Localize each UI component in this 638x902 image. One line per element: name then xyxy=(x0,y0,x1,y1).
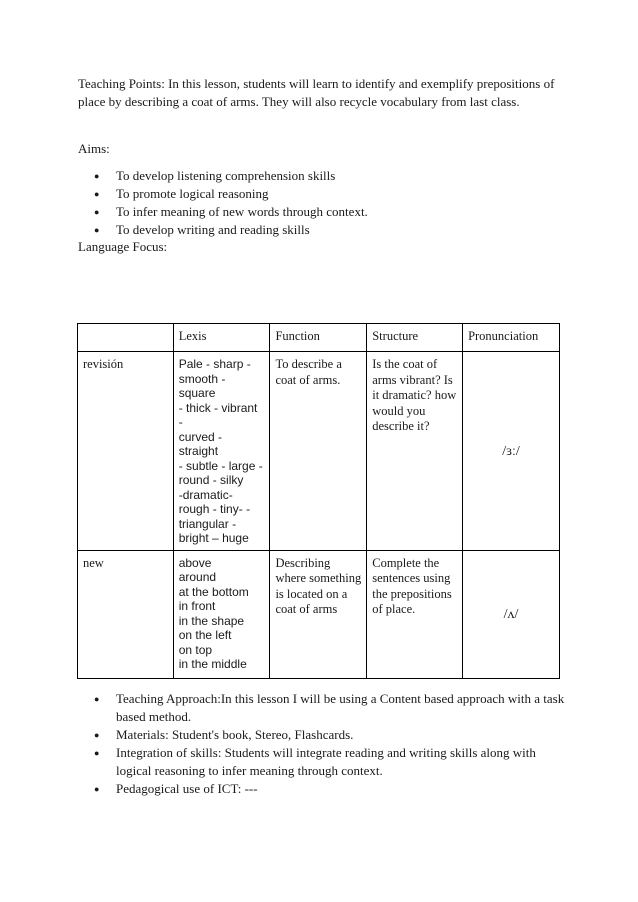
lexis-line: - subtle - large - xyxy=(178,458,263,473)
lesson-detail-item xyxy=(78,726,568,744)
bullet-icon: ● xyxy=(94,189,100,199)
function-cell: Describing where something is located on a coat of arms xyxy=(270,550,367,678)
lesson-detail-item xyxy=(78,780,568,798)
lesson-detail-text: Integration of skills: Students will integrate reading and writing skills along with logical reasoning to infer meaning through context. xyxy=(116,745,536,778)
row-label-cell: new xyxy=(78,550,174,678)
structure-cell: Complete the sentences using the prepositions of place. xyxy=(367,550,463,678)
lexis-line: on top xyxy=(178,642,213,657)
header-cell-pronunciation: Pronunciation xyxy=(463,324,560,352)
lexis-line: in the shape xyxy=(178,613,245,628)
bullet-icon: ● xyxy=(94,784,100,794)
lesson-detail-text: Materials: Student's book, Stereo, Flashcards. xyxy=(116,727,354,742)
bullet-icon: ● xyxy=(94,748,100,758)
header-cell-empty xyxy=(78,324,174,352)
aims-item-text: To develop listening comprehension skills xyxy=(116,168,336,183)
lesson-detail-item xyxy=(78,744,568,780)
aims-item xyxy=(78,203,368,221)
lexis-line: triangular - xyxy=(178,516,237,531)
table-row xyxy=(78,352,560,551)
bullet-icon: ● xyxy=(94,730,100,740)
aims-item xyxy=(78,185,368,203)
language-focus-table xyxy=(77,323,560,679)
lesson-details-list xyxy=(78,690,568,798)
lexis-line: at the bottom xyxy=(178,584,249,599)
lexis-line: round - silky xyxy=(178,473,244,487)
lexis-line: above xyxy=(178,555,212,570)
aims-item-text: To promote logical reasoning xyxy=(116,186,269,201)
lexis-line: around xyxy=(178,570,217,584)
function-cell: To describe a coat of arms. xyxy=(270,352,367,551)
pronunciation-cell: /ɜː/ xyxy=(463,352,560,551)
table-header-row xyxy=(78,324,560,352)
lexis-line: - thick - vibrant - xyxy=(178,400,258,429)
lexis-line: rough - tiny- - xyxy=(178,502,251,516)
table-row xyxy=(78,550,560,678)
header-cell-function: Function xyxy=(270,324,367,352)
aims-item-text: To infer meaning of new words through context. xyxy=(116,204,368,219)
aims-label: Aims: xyxy=(78,141,110,156)
bullet-icon: ● xyxy=(94,207,100,217)
lexis-cell xyxy=(173,550,270,678)
bullet-icon: ● xyxy=(94,225,100,235)
lexis-line: -dramatic- xyxy=(178,487,233,502)
aims-item xyxy=(78,221,368,239)
lexis-line: Pale - sharp - xyxy=(178,357,251,371)
lesson-detail-item xyxy=(78,690,568,726)
structure-cell: Is the coat of arms vibrant? Is it dramatic? how would you describe it? xyxy=(367,352,463,551)
pronunciation-cell: /ʌ/ xyxy=(463,550,560,678)
lexis-line: in the middle xyxy=(178,657,247,671)
bullet-icon: ● xyxy=(94,171,100,181)
aims-item-text: To develop writing and reading skills xyxy=(116,222,310,237)
lexis-line: smooth - square xyxy=(178,371,226,400)
lexis-line: bright – huge xyxy=(178,531,249,545)
aims-item xyxy=(78,167,368,185)
header-cell-lexis: Lexis xyxy=(173,324,270,352)
lexis-line: on the left xyxy=(178,628,232,642)
bullet-icon: ● xyxy=(94,694,100,704)
lexis-cell xyxy=(173,352,270,551)
lesson-detail-text: Pedagogical use of ICT: --- xyxy=(116,781,258,796)
lesson-detail-text: Teaching Approach:In this lesson I will be using a Content based approach with a task based method. xyxy=(116,691,565,724)
row-label-cell: revisión xyxy=(78,352,174,551)
teaching-points-paragraph: Teaching Points: In this lesson, students will learn to identify and exemplify prepositions of place by describing a coat of arms. They will also recycle vocabulary from last class. xyxy=(78,76,555,109)
header-cell-structure: Structure xyxy=(367,324,463,352)
lexis-line: curved - straight xyxy=(178,429,223,458)
aims-list xyxy=(78,167,368,239)
language-focus-label: Language Focus: xyxy=(78,239,168,254)
lexis-line: in front xyxy=(178,599,216,613)
